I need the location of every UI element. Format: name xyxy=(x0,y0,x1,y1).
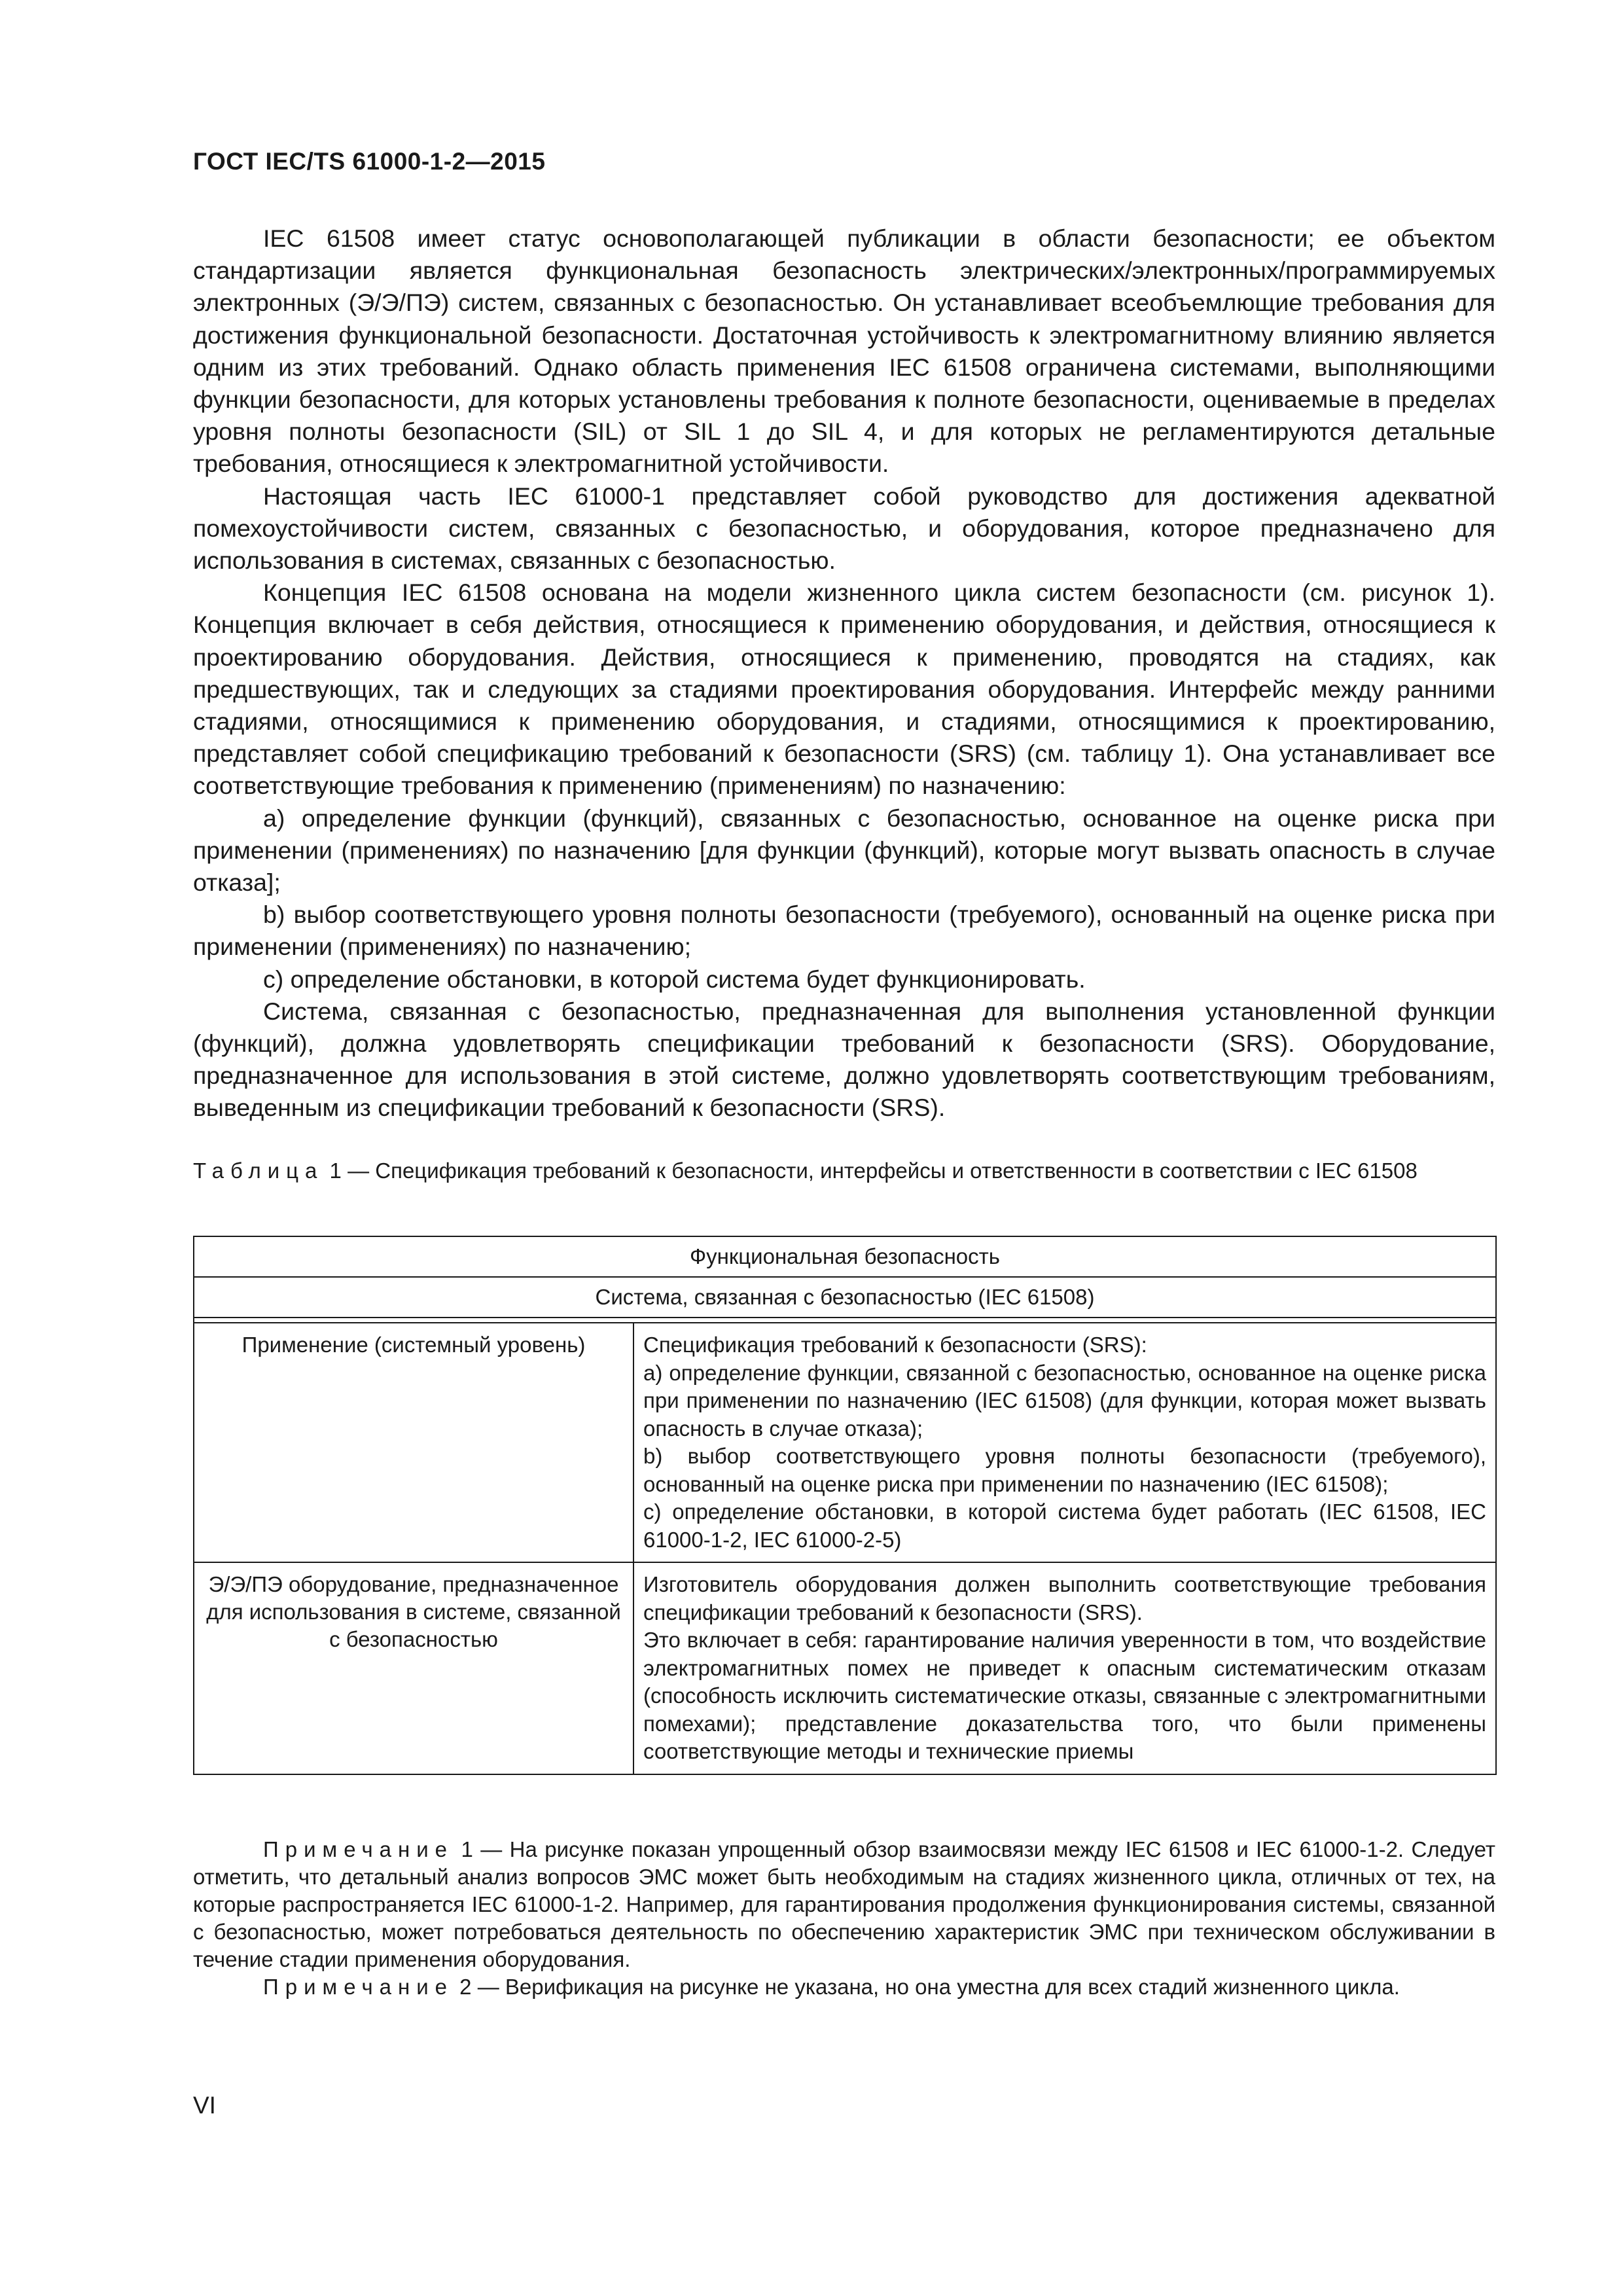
table-header-functional-safety: Функциональная безопасность xyxy=(194,1236,1496,1277)
table-caption-text: 1 — Спецификация требований к безопасности, интерфейсы и ответственности в соответствии с IEC 61508 xyxy=(323,1158,1418,1183)
cell-line: Это включает в себя: гарантирование наличия уверенности в том, что воздействие электромагнитных помех не приведет к опасным систематическим отказам (способность исключить систематические отказы, связанные с электромагнитными помехами); представление доказательства того, что были применены соответствующие методы и технические приемы xyxy=(643,1628,1486,1763)
cell-line: Спецификация требований к безопасности (SRS): xyxy=(643,1333,1147,1357)
list-item: c) определение обстановки, в которой система будет функционировать. xyxy=(263,965,1086,993)
note-label: Примечание xyxy=(263,1837,454,1861)
table-cell-manufacturer xyxy=(633,1562,1496,1774)
note-label: Примечание xyxy=(263,1975,454,1999)
cell-line: a) определение функции, связанной с безопасностью, основанное на оценке риска при применении по назначению (IEC 61508) (для функции, которая может вызвать опасность в случае отказа); xyxy=(643,1360,1486,1441)
table-separator xyxy=(194,1318,1496,1323)
page-number: VI xyxy=(193,2092,216,2119)
note xyxy=(193,1836,1495,1973)
cell-line: c) определение обстановки, в которой система будет работать (IEC 61508, IEC 61000-1-2, IEC 61000-2-5) xyxy=(643,1499,1486,1552)
table-caption xyxy=(193,1157,1495,1185)
table-row xyxy=(194,1562,1496,1774)
note xyxy=(193,1973,1495,2001)
paragraph: Система, связанная с безопасностью, предназначенная для выполнения установленной функции (функций), должна удовлетворять спецификации требований к безопасности (SRS). Оборудование, предназначенное для использования в этой системе, должно удовлетворять соответствующим требованиям, выведенным из спецификации требований к безопасности (SRS). xyxy=(193,997,1495,1122)
table-row xyxy=(194,1236,1496,1277)
document-header: ГОСТ IEC/TS 61000-1-2—2015 xyxy=(193,148,546,175)
paragraph: Настоящая часть IEC 61000-1 представляет собой руководство для достижения адекватной помехоустойчивости систем, связанных с безопасностью, и оборудования, которое предназначено для использования в системах, связанных с безопасностью. xyxy=(193,482,1495,575)
list-item: b) выбор соответствующего уровня полноты безопасности (требуемого), основанный на оценке риска при применении (применениях) по назначению; xyxy=(193,901,1495,961)
note-text: 2 — Верификация на рисунке не указана, но она уместна для всех стадий жизненного цикла. xyxy=(454,1975,1400,1999)
requirements-table xyxy=(193,1236,1497,1775)
notes xyxy=(193,1836,1495,2001)
cell-line: Изготовитель оборудования должен выполнить соответствующие требования спецификации требований к безопасности (SRS). xyxy=(643,1572,1486,1624)
paragraph: IEC 61508 имеет статус основополагающей публикации в области безопасности; ее объектом стандартизации является функциональная безопасность электрических/электронных/программируемых электронных (Э/Э/ПЭ) систем, связанных с безопасностью. Он устанавливает всеобъемлющие требования для достижения функциональной безопасности. Достаточная устойчивость к электромагнитному влиянию является одним из этих требований. Однако область применения IEC 61508 ограничена системами, выполняющими функции безопасности, для которых установлены требования к полноте безопасности, оцениваемые в пределах уровня полноты безопасности (SIL) от SIL 1 до SIL 4, и для которых не регламентируются детальные требования, относящиеся к электромагнитной устойчивости. xyxy=(193,224,1495,478)
note-text: 1 — На рисунке показан упрощенный обзор взаимосвязи между IEC 61508 и IEC 61000-1-2. Следует отметить, что детальный анализ вопросов ЭМС может быть необходимым на стадиях жизненного цикла, отличных от тех, на которые распространяется IEC 61000-1-2. Например, для гарантирования продолжения функционирования системы, связанной с безопасностью, может потребоваться деятельность по обеспечению характеристик ЭМС при техническом обслуживании в течение стадии применения оборудования. xyxy=(193,1837,1495,1971)
table-header-safety-system: Система, связанная с безопасностью (IEC 61508) xyxy=(194,1277,1496,1318)
cell-line: b) выбор соответствующего уровня полноты безопасности (требуемого), основанный на оценке риска при применении по назначению (IEC 61508); xyxy=(643,1444,1486,1496)
table-row xyxy=(194,1277,1496,1318)
table-row xyxy=(194,1323,1496,1562)
table-cell-equipment: Э/Э/ПЭ оборудование, предназначенное для использования в системе, связанной с безопасностью xyxy=(194,1562,633,1774)
body-text xyxy=(193,223,1495,1124)
list-item: a) определение функции (функций), связанных с безопасностью, основанное на оценке риска при применении (применениях) по назначению [для функции (функций), которые могут вызвать опасность в случае отказа]; xyxy=(193,804,1495,897)
table-cell-srs xyxy=(633,1323,1496,1562)
table-cell-application: Применение (системный уровень) xyxy=(194,1323,633,1562)
table-caption-label: Таблица xyxy=(193,1158,324,1183)
paragraph: Концепция IEC 61508 основана на модели жизненного цикла систем безопасности (см. рисунок 1). Концепция включает в себя действия, относящиеся к применению оборудования, и действия, относящиеся к проектированию оборудования. Действия, относящиеся к применению, проводятся на стадиях, как предшествующих, так и следующих за стадиями проектирования оборудования. Интерфейс между ранними стадиями, относящимися к применению оборудования, и стадиями, относящимися к проектированию, представляет собой спецификацию требований к безопасности (SRS) (см. таблицу 1). Она устанавливает все соответствующие требования к применению (применениям) по назначению: xyxy=(193,579,1495,800)
